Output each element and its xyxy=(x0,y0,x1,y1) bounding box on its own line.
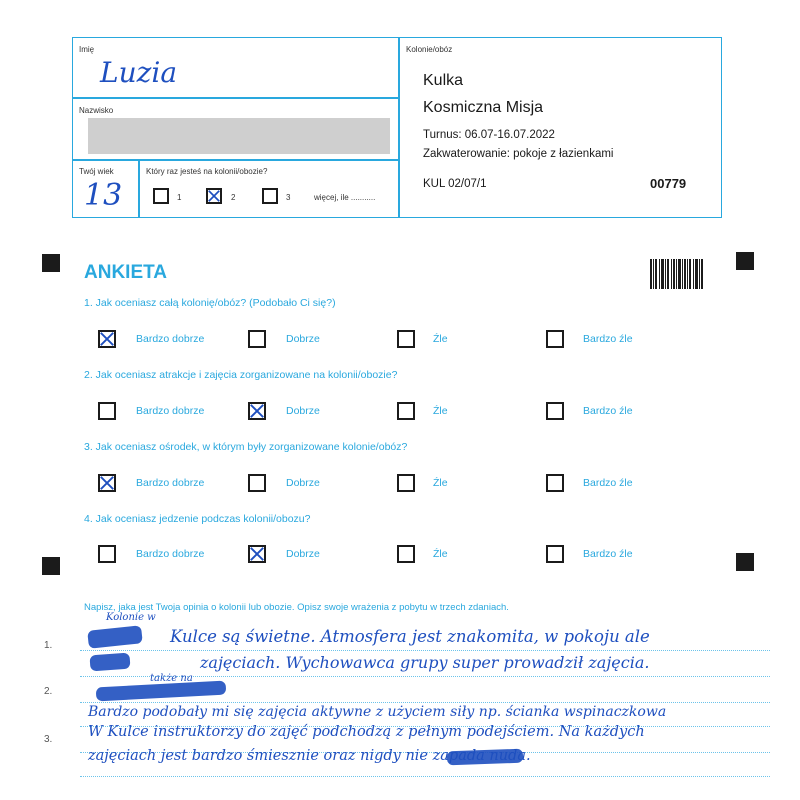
header-rule-1 xyxy=(72,97,399,99)
ktory-raz-checkbox-2[interactable] xyxy=(206,188,222,204)
q4-label-zle: Źle xyxy=(433,548,448,560)
form-number: 00779 xyxy=(650,176,687,191)
q2-checkbox-zle[interactable] xyxy=(397,402,415,420)
handwriting-insert-2: także na xyxy=(150,673,193,684)
q3-checkbox-dobrze[interactable] xyxy=(248,474,266,492)
question-1: 1. Jak oceniasz całą kolonię/obóz? (Podobało Ci się?) xyxy=(84,297,336,309)
check-cross-icon xyxy=(100,476,114,490)
q3-checkbox-bardzo-zle[interactable] xyxy=(546,474,564,492)
nazwisko-label: Nazwisko xyxy=(79,106,114,115)
camp-name: Kulka xyxy=(423,72,464,89)
ktory-raz-option-3: 3 xyxy=(286,193,291,202)
answer-line-2a xyxy=(80,702,770,703)
q1-label-dobrze: Dobrze xyxy=(286,333,320,345)
alignment-marker-top-right xyxy=(736,252,754,270)
q3-label-zle: Źle xyxy=(433,477,448,489)
alignment-marker-top-left xyxy=(42,254,60,272)
answer-line-1a xyxy=(80,650,770,651)
imie-value: Luzia xyxy=(100,56,178,89)
q3-checkbox-zle[interactable] xyxy=(397,474,415,492)
opinion-prompt: Napisz, jaka jest Twoja opinia o kolonii lub obozie. Opisz swoje wrażenia z pobytu w trzech zdaniach. xyxy=(84,602,509,613)
q1-label-zle: Źle xyxy=(433,333,448,345)
q2-checkbox-bardzo-zle[interactable] xyxy=(546,402,564,420)
question-3: 3. Jak oceniasz ośrodek, w którym były zorganizowane kolonie/obóz? xyxy=(84,441,408,453)
header-rule-2 xyxy=(72,159,399,161)
turnus: Turnus: 06.07-16.07.2022 xyxy=(423,129,555,141)
question-2: 2. Jak oceniasz atrakcje i zajęcia zorganizowane na kolonii/obozie? xyxy=(84,369,398,381)
line-number-3: 3. xyxy=(44,734,53,745)
q2-label-bardzo-dobrze: Bardzo dobrze xyxy=(136,405,205,417)
question-4: 4. Jak oceniasz jedzenie podczas kolonii/obozu? xyxy=(84,513,311,525)
q4-label-dobrze: Dobrze xyxy=(286,548,320,560)
ktory-raz-option-2: 2 xyxy=(231,193,236,202)
q4-checkbox-bardzo-dobrze[interactable] xyxy=(98,545,116,563)
handwriting-line-1: Kulce są świetne. Atmosfera jest znakomita, w pokoju ale xyxy=(170,627,650,646)
q1-checkbox-zle[interactable] xyxy=(397,330,415,348)
wiek-label: Twój wiek xyxy=(79,167,114,176)
camp-program: Kosmiczna Misja xyxy=(423,99,544,116)
wiecej-label: więcej, ile ........... xyxy=(314,193,376,202)
q4-label-bardzo-dobrze: Bardzo dobrze xyxy=(136,548,205,560)
kolonie-label: Kolonie/obóz xyxy=(406,45,453,54)
handwriting-line-1b: zajęciach. Wychowawca grupy super prowadził zajęcia. xyxy=(200,653,650,672)
line-number-2: 2. xyxy=(44,686,53,697)
q2-label-bardzo-zle: Bardzo źle xyxy=(583,405,633,417)
q1-label-bardzo-dobrze: Bardzo dobrze xyxy=(136,333,205,345)
crossed-out-scribble xyxy=(87,625,143,649)
q1-checkbox-bardzo-dobrze[interactable] xyxy=(98,330,116,348)
q3-label-dobrze: Dobrze xyxy=(286,477,320,489)
alignment-marker-bottom-right xyxy=(736,553,754,571)
check-cross-icon xyxy=(208,190,220,202)
q1-checkbox-dobrze[interactable] xyxy=(248,330,266,348)
q3-label-bardzo-zle: Bardzo źle xyxy=(583,477,633,489)
q3-checkbox-bardzo-dobrze[interactable] xyxy=(98,474,116,492)
ktory-raz-option-1: 1 xyxy=(177,193,182,202)
q1-checkbox-bardzo-zle[interactable] xyxy=(546,330,564,348)
q1-label-bardzo-zle: Bardzo źle xyxy=(583,333,633,345)
handwriting-line-3b: zajęciach jest bardzo śmiesznie oraz nigdy nie zapada nuda. xyxy=(88,748,531,764)
answer-line-3b xyxy=(80,776,770,777)
nazwisko-redaction xyxy=(88,118,390,154)
survey-title: ANKIETA xyxy=(84,262,168,283)
ktory-raz-checkbox-3[interactable] xyxy=(262,188,278,204)
crossed-out-scribble xyxy=(89,653,130,672)
check-cross-icon xyxy=(250,547,264,561)
camp-code: KUL 02/07/1 xyxy=(423,178,487,190)
ktory-raz-label: Który raz jesteś na kolonii/obozie? xyxy=(146,167,268,176)
imie-label: Imię xyxy=(79,45,95,54)
q4-checkbox-dobrze[interactable] xyxy=(248,545,266,563)
handwriting-line-3: W Kulce instruktorzy do zajęć podchodzą z pełnym podejściem. Na każdych xyxy=(88,724,645,740)
q2-checkbox-dobrze[interactable] xyxy=(248,402,266,420)
q4-checkbox-zle[interactable] xyxy=(397,545,415,563)
header-rule-3 xyxy=(138,159,140,218)
line-number-1: 1. xyxy=(44,640,53,651)
q4-label-bardzo-zle: Bardzo źle xyxy=(583,548,633,560)
q2-label-dobrze: Dobrze xyxy=(286,405,320,417)
check-cross-icon xyxy=(250,404,264,418)
ktory-raz-checkbox-1[interactable] xyxy=(153,188,169,204)
handwriting-insert-1: Kolonie w xyxy=(106,612,156,623)
handwriting-line-2: Bardzo podobały mi się zajęcia aktywne z użyciem siły np. ścianka wspinaczkowa xyxy=(88,704,667,720)
q2-checkbox-bardzo-dobrze[interactable] xyxy=(98,402,116,420)
q2-label-zle: Źle xyxy=(433,405,448,417)
wiek-value: 13 xyxy=(84,178,123,213)
zakwaterowanie: Zakwaterowanie: pokoje z łazienkami xyxy=(423,148,614,160)
alignment-marker-bottom-left xyxy=(42,557,60,575)
q4-checkbox-bardzo-zle[interactable] xyxy=(546,545,564,563)
q3-label-bardzo-dobrze: Bardzo dobrze xyxy=(136,477,205,489)
barcode-icon xyxy=(650,259,704,289)
header-divider-vertical xyxy=(398,37,400,218)
check-cross-icon xyxy=(100,332,114,346)
